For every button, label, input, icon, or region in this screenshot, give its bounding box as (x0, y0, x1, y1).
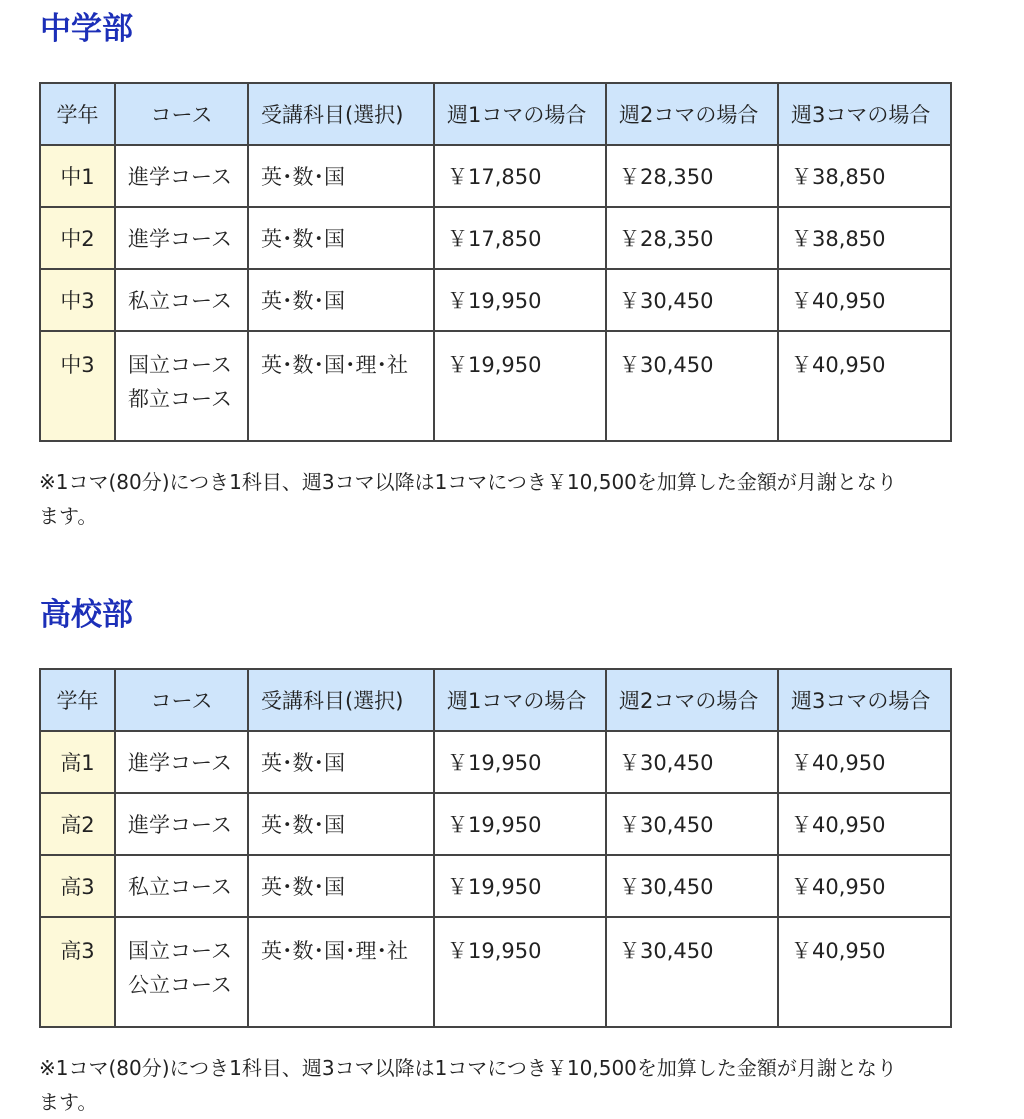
price-weekly-3: ￥40,950 (778, 917, 951, 1027)
price-weekly-2: ￥30,450 (606, 269, 778, 331)
price-weekly-2: ￥30,450 (606, 793, 778, 855)
course-cell: 私立コース (115, 269, 248, 331)
subjects-cell: 英･数･国･理･社 (248, 331, 434, 441)
grade-cell: 高2 (40, 793, 115, 855)
price-weekly-3: ￥40,950 (778, 731, 951, 793)
course-line: 都立コース (128, 387, 232, 411)
price-weekly-2: ￥28,350 (606, 207, 778, 269)
price-weekly-3: ￥40,950 (778, 793, 951, 855)
note-line: ※1コマ(80分)につき1科目、週3コマ以降は1コマにつき￥10,500を加算した金額が月謝となり (39, 470, 897, 494)
price-weekly-3: ￥40,950 (778, 855, 951, 917)
note-line: ます。 (39, 1090, 98, 1114)
high-school-fee-table (39, 668, 952, 1028)
table-row (40, 855, 951, 917)
price-weekly-2: ￥30,450 (606, 731, 778, 793)
course-cell: 私立コース (115, 855, 248, 917)
grade-cell: 高1 (40, 731, 115, 793)
section-title-high-school: 高校部 (40, 597, 133, 633)
header-grade: 学年 (40, 83, 115, 145)
header-grade: 学年 (40, 669, 115, 731)
price-weekly-2: ￥30,450 (606, 917, 778, 1027)
table-row (40, 793, 951, 855)
header-weekly-2: 週2コマの場合 (606, 669, 778, 731)
course-cell (115, 917, 248, 1027)
header-subjects: 受講科目(選択) (248, 83, 434, 145)
course-cell: 進学コース (115, 145, 248, 207)
grade-cell: 中3 (40, 331, 115, 441)
header-weekly-2: 週2コマの場合 (606, 83, 778, 145)
subjects-cell: 英･数･国 (248, 207, 434, 269)
price-weekly-1: ￥19,950 (434, 793, 606, 855)
high-school-fee-note (39, 1051, 959, 1119)
price-weekly-1: ￥17,850 (434, 207, 606, 269)
price-weekly-1: ￥17,850 (434, 145, 606, 207)
price-weekly-3: ￥38,850 (778, 207, 951, 269)
header-weekly-1: 週1コマの場合 (434, 83, 606, 145)
grade-cell: 中2 (40, 207, 115, 269)
header-weekly-3: 週3コマの場合 (778, 83, 951, 145)
table-row (40, 145, 951, 207)
table-header-row (40, 83, 951, 145)
header-course: コース (115, 83, 248, 145)
price-weekly-1: ￥19,950 (434, 331, 606, 441)
subjects-cell: 英･数･国 (248, 855, 434, 917)
subjects-cell: 英･数･国 (248, 145, 434, 207)
table-row (40, 731, 951, 793)
course-line: 国立コース (128, 939, 232, 963)
grade-cell: 中3 (40, 269, 115, 331)
subjects-cell: 英･数･国･理･社 (248, 917, 434, 1027)
course-cell: 進学コース (115, 207, 248, 269)
course-line: 公立コース (128, 973, 232, 997)
grade-cell: 高3 (40, 855, 115, 917)
header-subjects: 受講科目(選択) (248, 669, 434, 731)
header-weekly-1: 週1コマの場合 (434, 669, 606, 731)
table-row (40, 269, 951, 331)
table-row (40, 917, 951, 1027)
course-cell: 進学コース (115, 731, 248, 793)
price-weekly-2: ￥30,450 (606, 331, 778, 441)
note-line: ※1コマ(80分)につき1科目、週3コマ以降は1コマにつき￥10,500を加算した金額が月謝となり (39, 1056, 897, 1080)
price-weekly-1: ￥19,950 (434, 917, 606, 1027)
price-weekly-1: ￥19,950 (434, 855, 606, 917)
note-line: ます。 (39, 504, 98, 528)
price-weekly-1: ￥19,950 (434, 731, 606, 793)
table-row (40, 207, 951, 269)
subjects-cell: 英･数･国 (248, 793, 434, 855)
table-header-row (40, 669, 951, 731)
course-cell: 進学コース (115, 793, 248, 855)
price-weekly-3: ￥40,950 (778, 331, 951, 441)
subjects-cell: 英･数･国 (248, 269, 434, 331)
price-weekly-2: ￥30,450 (606, 855, 778, 917)
subjects-cell: 英･数･国 (248, 731, 434, 793)
section-title-junior-high: 中学部 (40, 11, 133, 47)
price-weekly-1: ￥19,950 (434, 269, 606, 331)
grade-cell: 中1 (40, 145, 115, 207)
course-line: 国立コース (128, 353, 232, 377)
price-weekly-2: ￥28,350 (606, 145, 778, 207)
header-course: コース (115, 669, 248, 731)
junior-high-fee-table (39, 82, 952, 442)
course-cell (115, 331, 248, 441)
junior-high-fee-note (39, 465, 959, 533)
price-weekly-3: ￥40,950 (778, 269, 951, 331)
grade-cell: 高3 (40, 917, 115, 1027)
header-weekly-3: 週3コマの場合 (778, 669, 951, 731)
table-row (40, 331, 951, 441)
price-weekly-3: ￥38,850 (778, 145, 951, 207)
